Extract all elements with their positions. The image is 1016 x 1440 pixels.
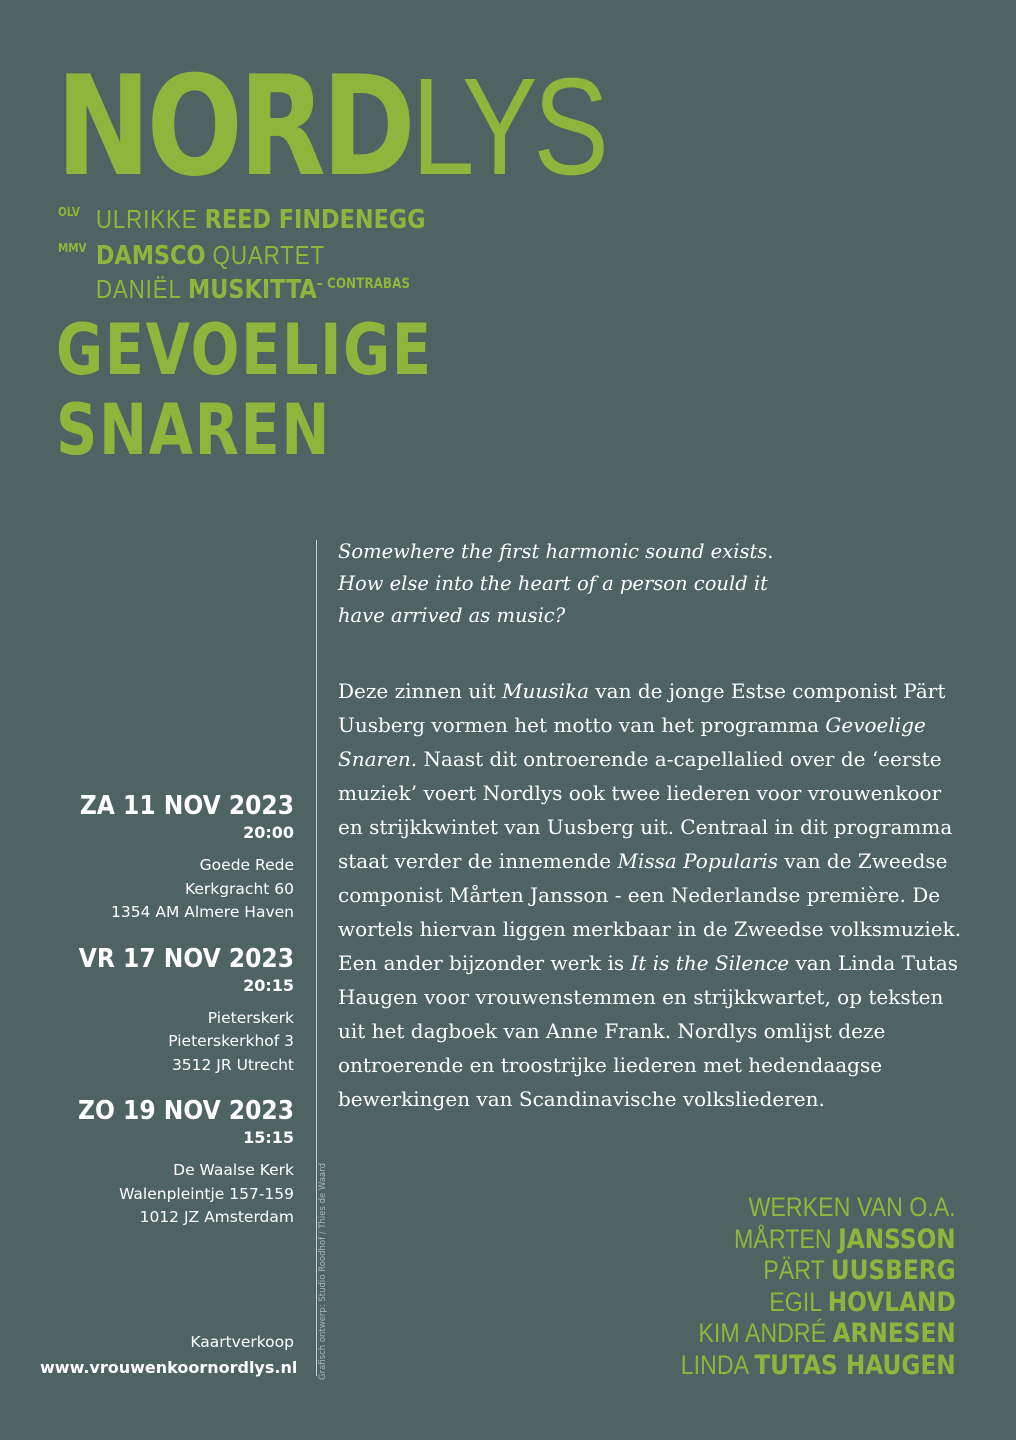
- ticket-url-link[interactable]: www.vrouwenkoornordlys.nl: [40, 1358, 298, 1377]
- performance-city: 1012 JZ Amsterdam: [139, 1208, 294, 1226]
- design-credit: Grafisch ontwerp: Studio Roodhof / Thies de Waard: [318, 1163, 328, 1380]
- quote-line: have arrived as music?: [338, 604, 566, 627]
- program-description: [338, 674, 966, 1116]
- performance-city: 3512 JR Utrecht: [171, 1055, 294, 1074]
- credit-first-name: ULRIKKE: [95, 204, 205, 234]
- title-bold: NORD: [56, 46, 412, 207]
- credit-prefix: MMV: [58, 241, 87, 255]
- credit-ensemble-type: QUARTET: [205, 240, 326, 270]
- performance-address: Pieterskerkhof 3: [168, 1032, 294, 1050]
- credit-last-name: REED FINDENEGG: [204, 205, 426, 235]
- performance-time: 20:00: [243, 823, 294, 842]
- performance-time: 15:15: [243, 1128, 294, 1147]
- work-title-muusika: Muusika: [502, 679, 589, 703]
- composers-list: [636, 1192, 956, 1381]
- quote-line: How else into the heart of a person could it: [338, 572, 768, 595]
- composer-item: [681, 1350, 956, 1382]
- performance-venue: De Waalse Kerk: [173, 1161, 294, 1179]
- credit-bassist: [58, 268, 410, 306]
- credit-conductor: [58, 196, 426, 236]
- performance-date: VR 17 NOV 2023: [78, 943, 295, 974]
- program-title-line1: GEVOELIGE: [56, 309, 433, 391]
- composer-item: [681, 1287, 956, 1319]
- body-text-part: van de Zweedse componist Mårten Jansson - een Nederlandse première. De wortels hiervan liggen merkbaar in de Zweedse volksmuziek. Een ander bijzonder werk is: [338, 849, 962, 975]
- composer-first-name: KIM ANDRÉ: [698, 1318, 833, 1348]
- epigraph-quote: [338, 536, 958, 632]
- performance-time: 20:15: [243, 975, 294, 995]
- composer-last-name: ARNESEN: [832, 1318, 956, 1349]
- column-divider: [316, 540, 317, 1376]
- title-light: LYS: [411, 50, 605, 204]
- work-title-missa: Missa Popularis: [617, 849, 779, 873]
- quote-line: Somewhere the first harmonic sound exists.: [338, 540, 774, 563]
- work-title-silence: It is the Silence: [630, 951, 790, 975]
- body-text-part: van Linda Tutas Haugen voor vrouwenstemmen en strijkkwartet, op teksten uit het dagboek van Anne Frank. Nordlys omlijst deze ontroerende en troostrijke liederen met hedendaagse bewerkingen van Scandinavische volksliederen.: [338, 951, 959, 1111]
- performance-date: ZO 19 NOV 2023: [78, 1096, 294, 1126]
- body-text-part: van de jonge Estse componist Pärt Uusberg vormen het motto van het programma: [338, 679, 946, 737]
- composer-first-name: MÅRTEN: [734, 1223, 839, 1254]
- credit-prefix: OLV: [58, 205, 80, 219]
- performance-item: [40, 943, 294, 1078]
- credit-instrument: – CONTRABAS: [316, 276, 411, 292]
- program-title: [56, 310, 433, 470]
- composer-last-name: UUSBERG: [831, 1255, 956, 1286]
- credit-first-name: DANIËL: [95, 274, 189, 304]
- composer-last-name: JANSSON: [838, 1223, 956, 1255]
- performance-list: [40, 790, 294, 1248]
- composer-item: [681, 1255, 956, 1287]
- performance-venue: Goede Rede: [199, 856, 294, 874]
- credit-last-name: MUSKITTA: [188, 275, 317, 305]
- credit-ensemble-name: DAMSCO: [95, 241, 206, 271]
- composer-last-name: HOVLAND: [827, 1286, 956, 1318]
- body-text-part: . Naast dit ontroerende a-capellalied over de ‘eerste muziek’ voert Nordlys ook twee liederen voor vrouwenkoor en strijkkwintet van Uusberg uit. Centraal in dit programma staat verder de innemende: [338, 747, 953, 873]
- performance-address: Walenpleintje 157-159: [119, 1184, 294, 1203]
- credit-quartet: [58, 232, 325, 272]
- composer-last-name: TUTAS HAUGEN: [754, 1349, 956, 1381]
- composer-item: [681, 1318, 956, 1350]
- composer-item: [681, 1224, 956, 1256]
- ticket-label: Kaartverkoop: [190, 1333, 294, 1351]
- performance-venue: Pieterskerk: [207, 1008, 294, 1027]
- ticket-info: [40, 1330, 298, 1380]
- performance-item: [40, 790, 294, 925]
- composer-first-name: LINDA: [681, 1349, 755, 1380]
- program-title-line2: SNAREN: [56, 389, 332, 471]
- program-title-reference: Gevoelige Snaren: [338, 713, 926, 771]
- poster-title: [56, 46, 605, 207]
- composer-first-name: PÄRT: [763, 1255, 832, 1285]
- performance-address: Kerkgracht 60: [184, 879, 294, 898]
- performance-date: ZA 11 NOV 2023: [79, 791, 295, 821]
- composer-first-name: EGIL: [769, 1286, 828, 1317]
- body-text-part: Deze zinnen uit: [338, 679, 503, 703]
- performance-item: [40, 1095, 294, 1230]
- performance-city: 1354 AM Almere Haven: [110, 903, 294, 921]
- composers-heading: WERKEN VAN O.A.: [748, 1192, 956, 1222]
